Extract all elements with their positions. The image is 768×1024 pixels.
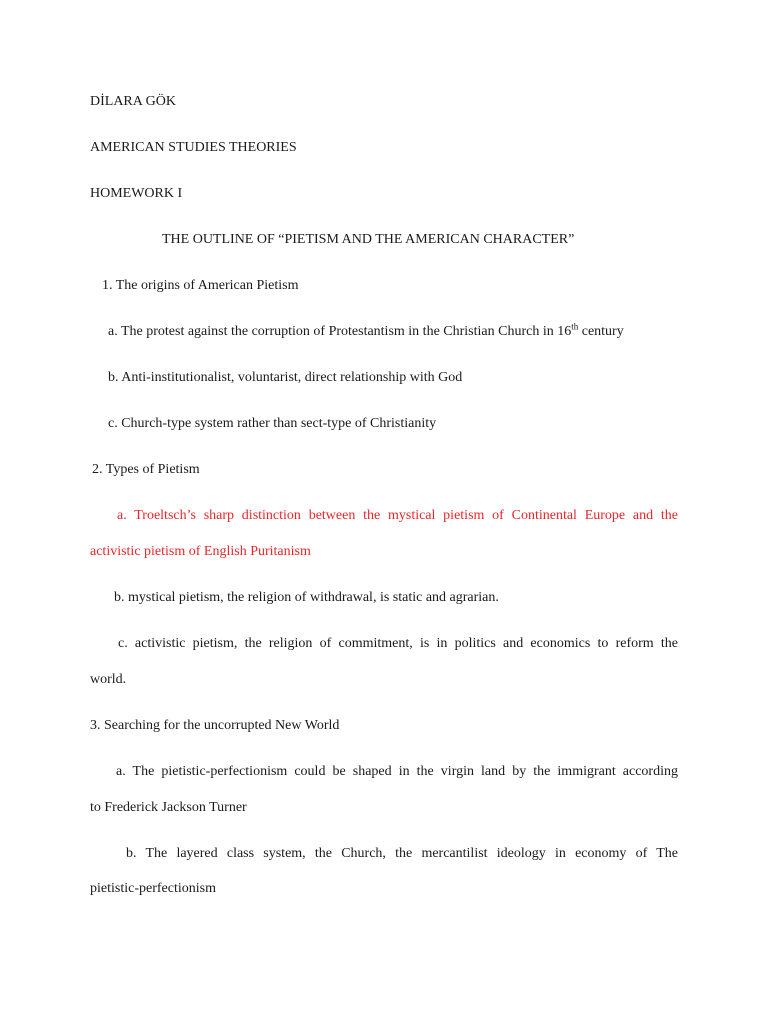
item-text: a. The protest against the corruption of Protestantism in the Christian Church in 16	[108, 324, 572, 339]
item-text: century	[578, 324, 624, 339]
list-item-line: a. Troeltsch’s sharp distinction between the mystical pietism of Continental Europe and the	[117, 508, 678, 523]
list-item: b. Anti-institutionalist, voluntarist, direct relationship with God	[108, 370, 463, 385]
list-item-line: a. The pietistic-perfectionism could be shaped in the virgin land by the immigrant according	[116, 764, 678, 779]
course-name: AMERICAN STUDIES THEORIES	[90, 140, 297, 155]
section-heading: 2. Types of Pietism	[92, 462, 200, 477]
list-item-line: to Frederick Jackson Turner	[90, 800, 247, 815]
list-item: b. mystical pietism, the religion of withdrawal, is static and agrarian.	[114, 590, 499, 605]
list-item-line: world.	[90, 672, 127, 687]
section-heading: 3. Searching for the uncorrupted New World	[90, 718, 340, 733]
list-item-line: activistic pietism of English Puritanism	[90, 544, 311, 559]
list-item	[108, 321, 624, 340]
section-heading: 1. The origins of American Pietism	[102, 278, 299, 293]
list-item: c. Church-type system rather than sect-type of Christianity	[108, 416, 437, 431]
list-item-line: c. activistic pietism, the religion of commitment, is in politics and economics to reform the	[118, 636, 678, 651]
assignment-label: HOMEWORK I	[90, 186, 183, 201]
list-item-line: b. The layered class system, the Church, the mercantilist ideology in economy of The	[126, 846, 678, 861]
author-name: DİLARA GÖK	[90, 94, 176, 109]
item-superscript: th	[571, 321, 579, 332]
list-item-line: pietistic-perfectionism	[90, 881, 216, 896]
document-title: THE OUTLINE OF “PIETISM AND THE AMERICAN CHARACTER”	[162, 232, 575, 247]
